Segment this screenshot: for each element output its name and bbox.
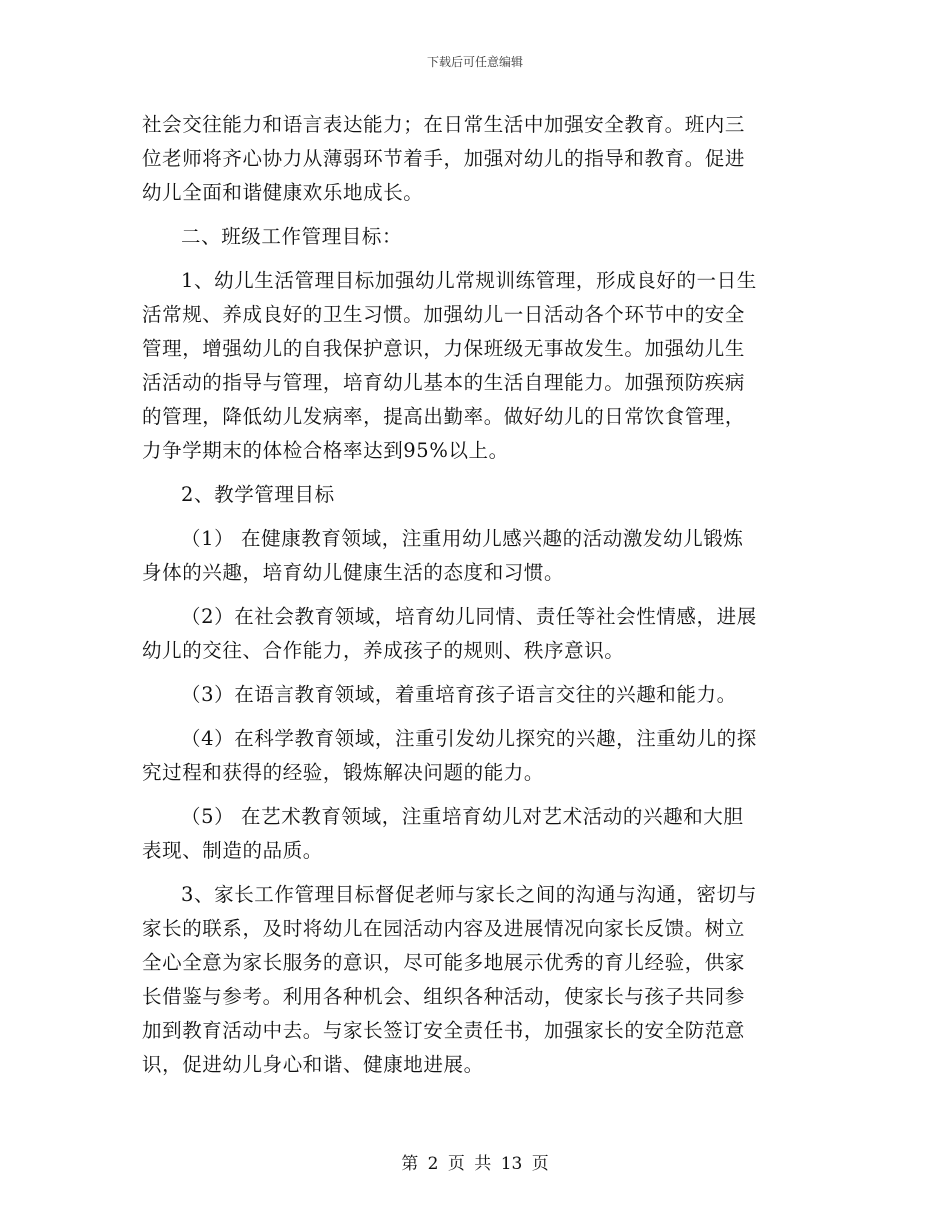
- paragraph-spacer: [142, 590, 806, 600]
- paragraph-5-line-2: 身体的兴趣，培育幼儿健康生活的态度和习惯。: [142, 561, 565, 584]
- paragraph-4-line-1: 2、教学管理目标: [181, 483, 335, 506]
- paragraph-6-line-2: 幼儿的交往、合作能力，养成孩子的规则、秩序意识。: [142, 639, 625, 662]
- paragraph-8-line-2: 究过程和获得的经验，锻炼解决问题的能力。: [142, 761, 545, 784]
- page-header: 下载后可任意编辑: [426, 55, 523, 69]
- paragraph-3-line-2: 活常规、养成良好的卫生习惯。加强幼儿一日活动各个环节中的安全: [142, 303, 746, 326]
- paragraph-10-line-5: 加到教育活动中去。与家长签订安全责任书，加强家长的安全防范意: [142, 1019, 746, 1042]
- paragraph-10-line-4: 长借鉴与参考。利用各种机会、组织各种活动，使家长与孩子共同参: [142, 985, 746, 1008]
- paragraph-3-line-6: 力争学期末的体检合格率达到95%以上。: [142, 439, 509, 462]
- paragraph-3-line-5: 的管理，降低幼儿发病率，提高出勤率。做好幼儿的日常饮食管理，: [142, 405, 746, 428]
- paragraph-3-line-3: 管理，增强幼儿的自我保护意识，力保班级无事故发生。加强幼儿生: [142, 337, 746, 360]
- paragraph-spacer: [142, 790, 806, 800]
- paragraph-spacer: [142, 668, 806, 678]
- paragraph-10-line-3: 全心全意为家长服务的意识，尽可能多地展示优秀的育儿经验，供家: [142, 951, 746, 974]
- paragraph-10-line-1: 3、家长工作管理目标督促老师与家长之间的沟通与沟通，密切与: [181, 883, 757, 906]
- paragraph-spacer: [142, 868, 806, 878]
- paragraph-9-line-1: （5） 在艺术教育领域，注重培育幼儿对艺术活动的兴趣和大胆: [181, 805, 744, 828]
- paragraph-1-line-2: 位老师将齐心协力从薄弱环节着手，加强对幼儿的指导和教育。促进: [142, 147, 746, 170]
- paragraph-1-line-3: 幼儿全面和谐健康欢乐地成长。: [142, 181, 424, 204]
- paragraph-spacer: [142, 512, 806, 522]
- paragraph-9-line-2: 表现、制造的品质。: [142, 839, 323, 862]
- paragraph-10-line-6: 识，促进幼儿身心和谐、健康地进展。: [142, 1053, 484, 1076]
- page-number: 第 2 页 共 13 页: [401, 1154, 549, 1174]
- paragraph-spacer: [142, 254, 806, 264]
- paragraph-8-line-1: （4）在科学教育领域，注重引发幼儿探究的兴趣，注重幼儿的探: [181, 727, 757, 750]
- paragraph-spacer: [142, 712, 806, 722]
- paragraph-1-line-1: 社会交往能力和语言表达能力；在日常生活中加强安全教育。班内三: [142, 113, 746, 136]
- paragraph-spacer: [142, 468, 806, 478]
- paragraph-6-line-1: （2）在社会教育领域，培育幼儿同情、责任等社会性情感，进展: [181, 605, 757, 628]
- paragraph-3-line-4: 活活动的指导与管理，培育幼儿基本的生活自理能力。加强预防疾病: [142, 371, 746, 394]
- paragraph-7-line-1: （3）在语言教育领域，着重培育孩子语言交往的兴趣和能力。: [181, 683, 737, 706]
- paragraph-2-line-1: 二、班级工作管理目标：: [181, 225, 403, 248]
- paragraph-5-line-1: （1） 在健康教育领域，注重用幼儿感兴趣的活动激发幼儿锻炼: [181, 527, 744, 550]
- document-body: [142, 108, 806, 1082]
- paragraph-spacer: [142, 210, 806, 220]
- paragraph-3-line-1: 1、幼儿生活管理目标加强幼儿常规训练管理，形成良好的一日生: [181, 269, 757, 292]
- paragraph-10-line-2: 家长的联系，及时将幼儿在园活动内容及进展情况向家长反馈。树立: [142, 917, 746, 940]
